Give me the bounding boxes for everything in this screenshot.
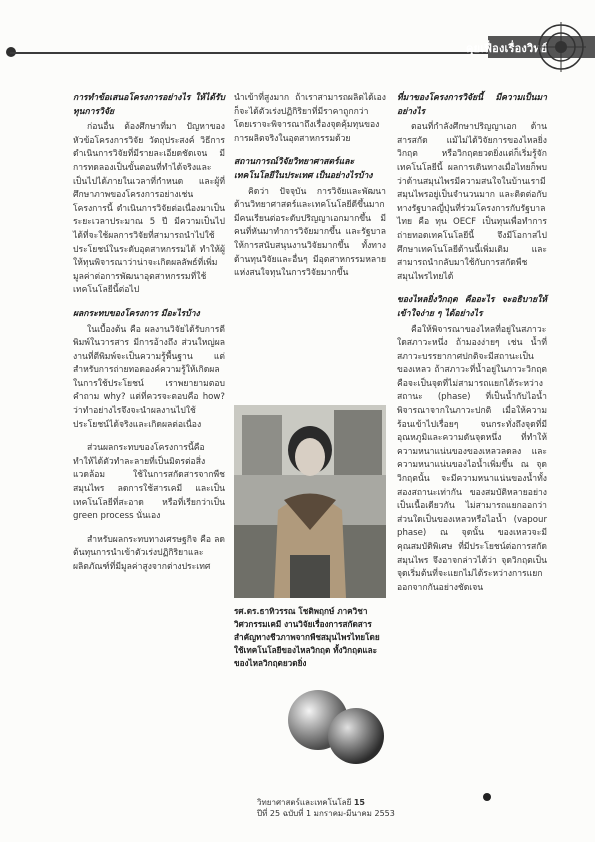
heading-impact: ผลกระทบของโครงการ มีอะไรบ้าง bbox=[73, 308, 200, 319]
heading-proposal: การทำข้อเสนอโครงการอย่างไร ให้ได้รับทุนการวิจัย bbox=[73, 93, 225, 117]
page-number: 15 bbox=[353, 798, 365, 807]
issue-info: ปีที่ 25 ฉบับที่ 1 มกราคม-มีนาคม 2553 bbox=[257, 809, 395, 818]
paragraph: คิดว่า ปัจจุบัน การวิจัยและพัฒนาด้านวิทยาศาสตร์และเทคโนโลยีดีขึ้นมาก มีคนเรียนต่อระดับปริญญาเอกมากขึ้น มีคนที่หันมาทำการวิจัยมากขึ้น และรัฐบาลให้การสนับสนุนงานวิจัยมากขึ้น ทั้งทางด้านทุนวิจัยและอื่นๆ มีอุตสาหกรรมหลายแห่งสนใจทุนในการวิจัยมากขึ้น bbox=[234, 186, 386, 279]
journal-name: วิทยาศาสตร์และเทคโนโลยี bbox=[257, 798, 352, 807]
paragraph: ตอนที่กำลังศึกษาปริญญาเอก ด้านสารสกัด แม้ไม่ได้วิจัยการของไหลยิ่งวิกฤต หรือวิกฤตยวดยิ่งแต่ก็เริ่มรู้จักเทคโนโลยีนี้ ผลการเดินทางเมื่อไทยก็พบว่าด้านสมุนไพรมีความสนใจในบ้านเรามีสมุนไพรอยู่เป็นจำนวนมาก และติดต่อกับทางรัฐบาลญี่ปุ่นที่ร่วมโครงการกับรัฐบาลไทย คือ ทุน OECF เป็นทุนเพื่อทำการถ่ายทอดเทคโนโลยีนี้ จึงมีโอกาสไปศึกษาเทคโนโลยีด้านนี้เพิ่มเติม และสามารถนำกลับมาใช้กับการสกัดพืชสมุนไพรไทยได้ bbox=[397, 122, 547, 282]
decorative-spheres bbox=[278, 672, 388, 772]
column-2 bbox=[234, 92, 386, 291]
column-3 bbox=[397, 92, 547, 605]
heading-project-origin: ที่มาของโครงการวิจัยนี้ มีความเป็นมาอย่างไร bbox=[397, 93, 547, 117]
header-rule bbox=[10, 52, 488, 54]
column-1 bbox=[73, 92, 225, 585]
heading-supercritical: ของไหลยิ่งวิกฤต คืออะไร จะอธิบายให้เข้าใจง่าย ๆ ได้อย่างไร bbox=[397, 295, 547, 319]
photo-caption: รศ.ดร.ธาทิวรรณ โชติพฤกษ์ ภาควิชาวิศวกรรมเคมี งานวิจัยเรื่องการสกัดสารสำคัญทางชีวภาพจากพืชสมุนไพรไทยโดยใช้เทคโนโลยีของไหลวิกฤต ทั้งวิกฤตและของไหลวิกฤตยวดยิ่ง bbox=[234, 606, 380, 668]
heading-research-situation: สถานการณ์วิจัยวิทยาศาสตร์และเทคโนโลยีในประเทศ เป็นอย่างไรบ้าง bbox=[234, 157, 373, 181]
target-icon bbox=[536, 22, 586, 72]
paragraph: คือให้พิจารณาของไหลที่อยู่ในสภาวะใดสภาวะหนึ่ง ถ้ามองง่ายๆ เช่น น้ำที่สภาวะบรรยากาศปกติจะมีสถานะเป็นของเหลว ถ้าสภาวะที่น้ำอยู่ในภาวะวิกฤต คือจะเป็นจุดที่ไม่สามารถแยกได้ระหว่างสถานะ (phase) ที่เป็นน้ำกับไอน้ำ พิจารณาจากในภาวะปกติ เมื่อให้ความร้อนเข้าไปเรื่อยๆ จนกระทั่งถึงจุดที่มีอุณหภูมิและความดันจุดหนึ่ง ที่ทำให้ความหนาแน่นของของเหลวลดลง และความหนาแน่นของไอน้ำเพิ่มขึ้น ณ จุดวิกฤตนั้น จะมีความหนาแน่นของน้ำทั้งสองสถานะเท่ากัน ของสมบัติหลายอย่างเป็นเนื้อเดียวกัน ไม่สามารถแยกออกว่าส่วนใดเป็นของเหลวหรือไอน้ำ (vapour phase) ณ จุดนั้น ของเหลวจะมีคุณสมบัติพิเศษ ที่มีประโยชน์ต่อการสกัดสมุนไพร จึงอาจกล่าวได้ว่า จุดวิกฤตเป็นจุดเริ่มต้นที่จะแยกไม่ได้ระหว่างการแยกออกจากกันอย่างชัดเจน bbox=[397, 324, 547, 593]
paragraph: ในเบื้องต้น คือ ผลงานวิจัยได้รับการตีพิมพ์ในวารสาร มีการอ้างถึง ส่วนใหญ่ผลงานที่ตีพิมพ์จะเป็นความรู้พื้นฐาน แต่สำหรับการถ่ายทอดองค์ความรู้ให้เกิดผลในการใช้ประโยชน์ เราพยายามตอบคำถาม why? แต่ที่ควรจะตอบคือ how? ว่าทำอย่างไรจึงจะนำผลงานไปใช้ประโยชน์ได้จริงและเกิดผลต่อเนื่อง bbox=[73, 324, 225, 430]
footer-dot bbox=[483, 793, 491, 801]
page-footer bbox=[257, 797, 477, 819]
paragraph: นำเข้าที่สูงมาก ถ้าเราสามารถผลิตได้เองก็จะได้ตัวเร่งปฏิกิริยาที่มีราคาถูกกว่า โดยเราจะพิจารณาถึงเรื่องจุดคุ้มทุนของการผลิตจริงในอุตสาหกรรมด้วย bbox=[234, 93, 386, 144]
section-title: คุยเฟื่องเรื่องวิทย์ bbox=[466, 42, 548, 55]
paragraph: ก่อนอื่น ต้องศึกษาที่มา ปัญหาของหัวข้อโครงการวิจัย วัตถุประสงค์ วิธีการดำเนินการวิจัยที่มีรายละเอียดชัดเจน มีการทดลองเป็นขั้นตอนที่ทำได้จริงและเป็นไปได้ภายในเวลาที่กำหนด และผู้ที่ศึกษาภาพของโครงการอย่างเช่น โครงการนี้ ดำเนินการวิจัยต่อเนื่องมาเป็นระยะเวลาประมาณ 5 ปี มีความเป็นไปได้ที่จะใช้ผลการวิจัยที่สามารถนำไปใช้ประโยชน์ในระดับอุตสาหกรรมได้ ทำให้ผู้ให้ทุนพิจารณาว่าน่าจะเกิดผลลัพธ์ที่เพิ่มมูลค่าต่อการพัฒนาอุตสาหกรรมที่ใช้เทคโนโลยีนี้ต่อไป bbox=[73, 122, 225, 296]
paragraph: สำหรับผลกระทบทางเศรษฐกิจ คือ ลดต้นทุนการนำเข้าตัวเร่งปฏิกิริยาและผลิตภัณฑ์ที่มีมูลค่าสูงจากต่างประเทศ bbox=[73, 534, 225, 572]
researcher-photo bbox=[234, 405, 386, 598]
paragraph: ส่วนผลกระทบของโครงการนี้คือ ทำให้ได้ตัวทำละลายที่เป็นมิตรต่อสิ่งแวดล้อม ใช้ในการสกัดสารจากพืชสมุนไพร ลดการใช้สารเคมี และเป็นเทคโนโลยีที่สะอาด หรือที่เรียกว่าเป็น green process นั่นเอง bbox=[73, 443, 225, 522]
